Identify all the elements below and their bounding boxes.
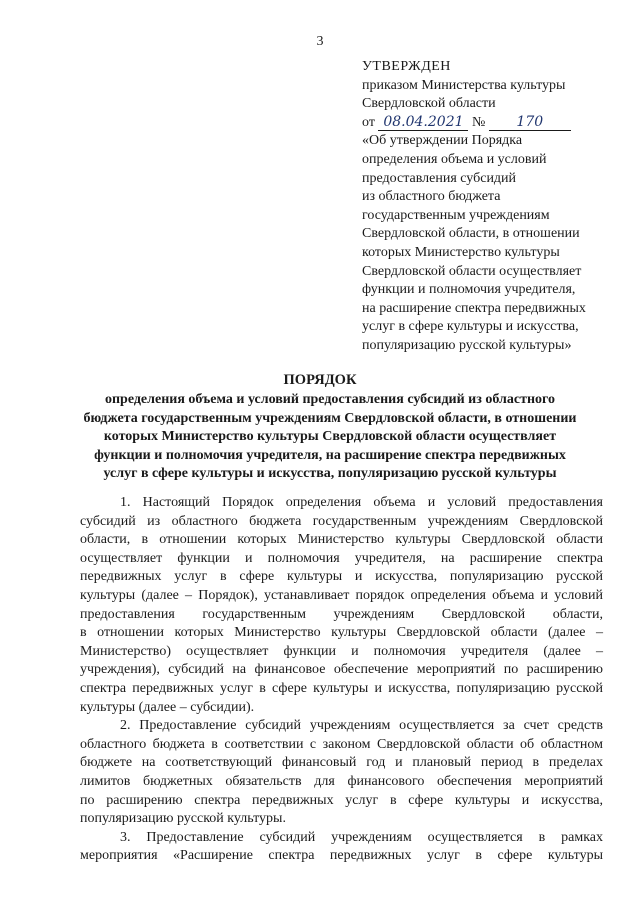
paragraph-line: учреждения), субсидий на финансовое обеспечение мероприятий по расширению: [80, 662, 603, 678]
paragraph: [80, 829, 603, 866]
approval-quote-line: на расширение спектра передвижных: [362, 300, 586, 316]
paragraph-line: передвижных услуг в сфере культуры и искусства, популяризацию русской: [80, 569, 603, 585]
approval-quote-line: Свердловской области осуществляет: [362, 263, 582, 279]
paragraph-line: осуществляет функции и полномочия учредителя, на расширение спектра: [80, 550, 603, 566]
document-subtitle: [70, 391, 590, 484]
handwritten-number: 170: [489, 114, 571, 131]
paragraph-line: 1. Настоящий Порядок определения объема и условий предоставления: [120, 495, 603, 510]
paragraph-line: областного бюджета в соответствии с законом Свердловской области об областном: [80, 736, 603, 752]
paragraph-line: культуры (далее – субсидии).: [80, 699, 255, 715]
date-prefix: от: [362, 114, 375, 130]
paragraph-line: по расширению спектра передвижных услуг в сфере культуры и искусства,: [80, 792, 603, 808]
approval-quote-line: определения объема и условий: [362, 151, 547, 167]
paragraph-line: области, в отношении которых Министерство культуры Свердловской области: [80, 532, 603, 548]
paragraph-line: субсидий из областного бюджета государственным учреждениям Свердловской: [80, 513, 603, 529]
paragraph-line: Министерство) осуществляет функции и полномочия учредителя (далее –: [80, 643, 603, 659]
handwritten-date: 08.04.2021: [378, 114, 468, 131]
document-title: ПОРЯДОК: [283, 372, 357, 388]
approval-quote-line: Свердловской области, в отношении: [362, 226, 580, 242]
paragraph: [80, 717, 603, 829]
paragraph-line: 2. Предоставление субсидий учреждениям осуществляется за счет средств: [120, 718, 603, 734]
paragraph-line: бюджете на соответствующий финансовый год и плановый период в пределах: [80, 755, 603, 771]
paragraph-line: популяризацию русской культуры.: [80, 811, 286, 827]
approval-order-title: [362, 132, 612, 355]
approval-quote-line: «Об утверждении Порядка: [362, 133, 523, 149]
paragraph-line: 3. Предоставление субсидий учреждениям осуществляется в рамках: [120, 829, 603, 845]
approval-quote-line: государственным учреждениям: [362, 207, 550, 223]
approval-quote-line: услуг в сфере культуры и искусства,: [362, 319, 579, 335]
approval-heading: УТВЕРЖДЕН: [362, 59, 451, 74]
approval-date-line: [362, 114, 612, 133]
paragraph-line: предоставления государственным учреждениям Свердловской области,: [80, 606, 603, 622]
subtitle-line: услуг в сфере культуры и искусства, популяризацию русской культуры: [103, 466, 557, 482]
approval-line-2: Свердловской области: [362, 96, 496, 112]
subtitle-line: которых Министерство культуры Свердловской области осуществляет: [103, 429, 557, 445]
paragraph-line: спектра передвижных услуг в сфере культуры и искусства, популяризацию русской: [80, 680, 603, 696]
paragraph-line: культуры (далее – Порядок), устанавливает порядок определения объема и условий: [80, 587, 603, 603]
approval-quote-line: функции и полномочия учредителя,: [362, 282, 576, 298]
approval-line-1: приказом Министерства культуры: [362, 77, 566, 93]
approval-quote-line: которых Министерство культуры: [362, 244, 560, 260]
subtitle-line: бюджета государственным учреждениям Свердловской области, в отношении: [83, 410, 577, 426]
approval-quote-line: популяризацию русской культуры»: [362, 337, 572, 353]
page-number: 3: [316, 34, 324, 49]
paragraph-line: мероприятия «Расширение спектра передвижных услуг в сфере культуры: [80, 848, 603, 864]
paragraph: [80, 494, 603, 717]
number-prefix: №: [471, 114, 486, 130]
approval-quote-line: из областного бюджета: [362, 189, 501, 205]
approval-block: [362, 58, 612, 356]
document-body: [80, 494, 603, 866]
paragraph-line: лимитов бюджетных обязательств для финансового обеспечения мероприятий: [80, 773, 603, 789]
paragraph-line: в отношении которых Министерство культуры Свердловской области (далее –: [80, 625, 603, 641]
subtitle-line: определения объема и условий предоставления субсидий из областного: [104, 392, 556, 407]
subtitle-line: функции и полномочия учредителя, на расширение спектра передвижных: [94, 447, 566, 463]
approval-quote-line: предоставления субсидий: [362, 170, 517, 186]
